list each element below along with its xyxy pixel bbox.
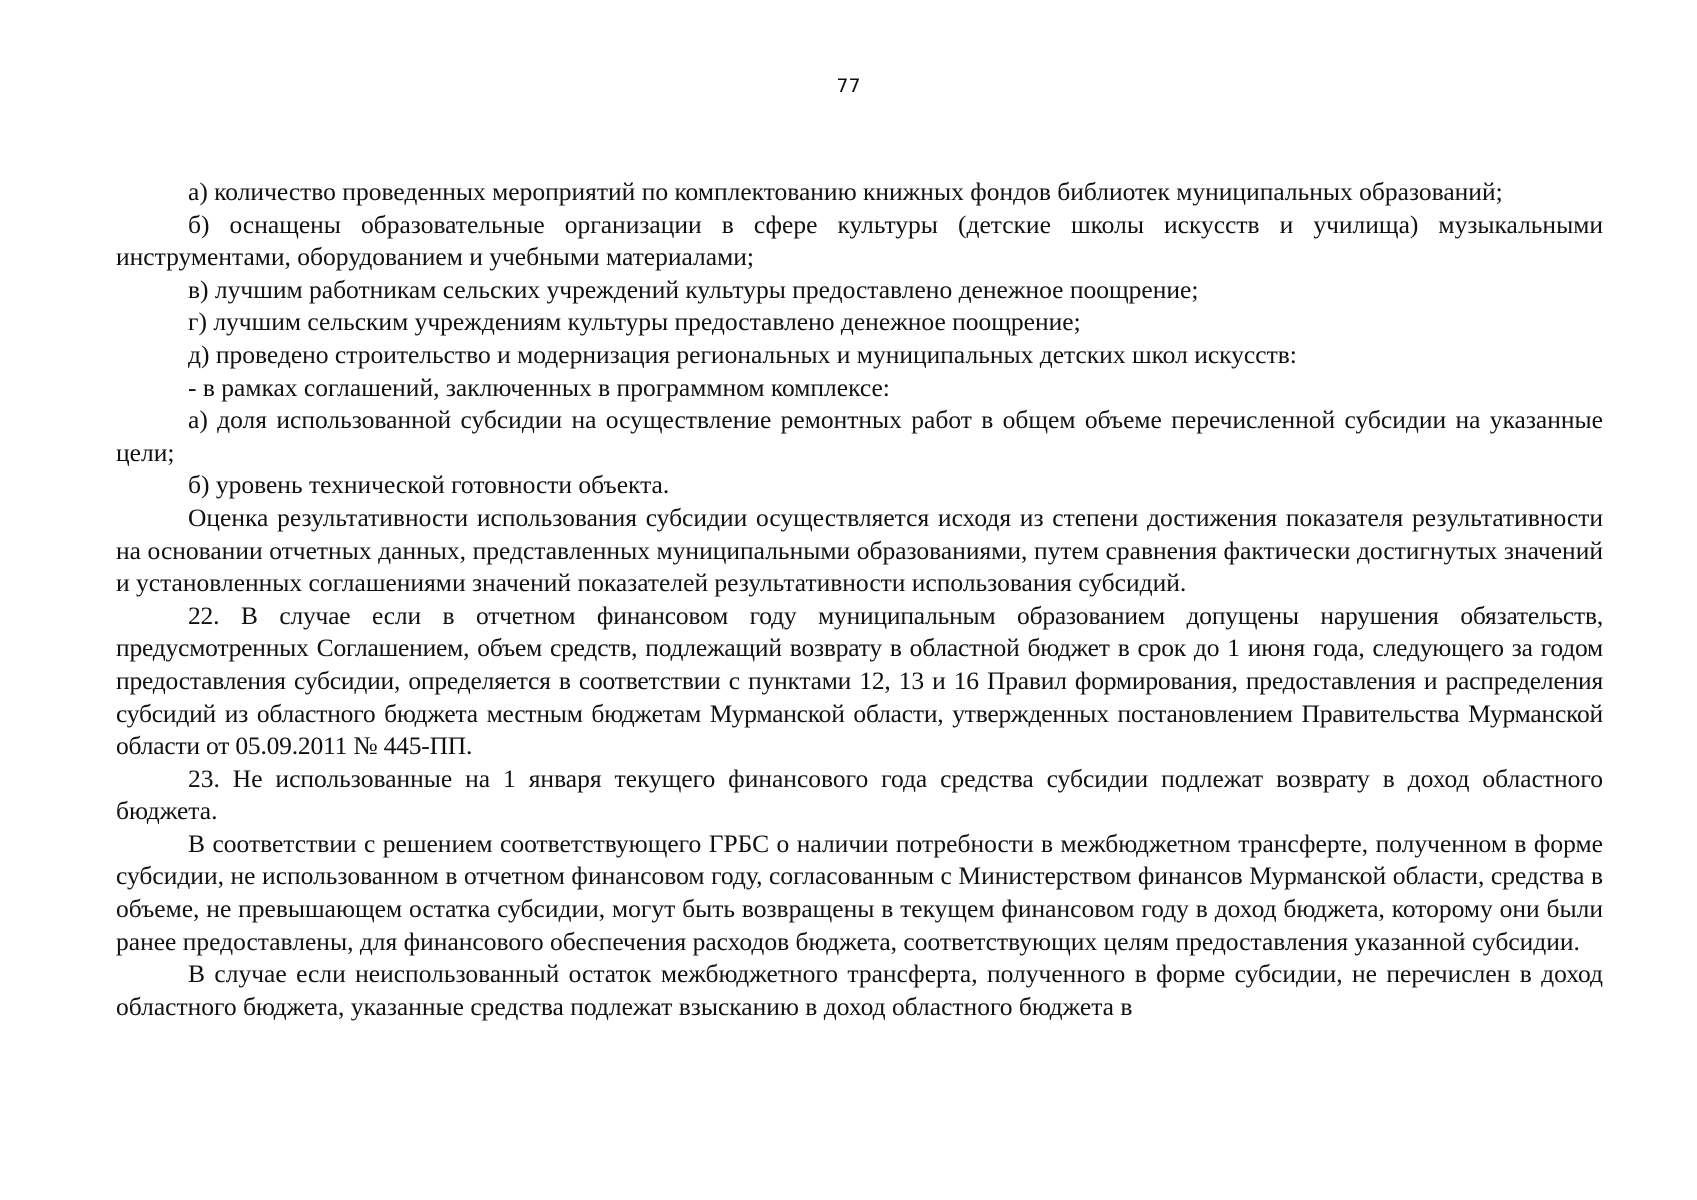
paragraph-clause-23: 23. Не использованные на 1 января текущего финансового года средства субсидии подлежат возврату в доход областного бюджета. <box>116 763 1603 826</box>
paragraph-list-item-a-book-funds: а) количество проведенных мероприятий по комплектованию книжных фондов библиотек муниципальных образований; <box>188 177 1503 206</box>
paragraph-list-item-d-construction: д) проведено строительство и модернизация региональных и муниципальных детских школ искусств: <box>188 339 1297 369</box>
paragraph-list-item-a-subsidy-share: а) доля использованной субсидии на осуществление ремонтных работ в общем объеме перечисленной субсидии на указанные цели; <box>116 405 1603 467</box>
paragraph-grbs-decision: В соответствии с решением соответствующего ГРБС о наличии потребности в межбюджетном трансферте, полученном в форме субсидии, не использованном в отчетном финансовом году, согласованным с Министерством финансов Мурманской области, средства в объеме, не превышающем остатка субсидии, могут быть возвращены в текущем финансовом году в доход бюджета, которому они были ранее предоставлены, для финансового обеспечения расходов бюджета, соответствующих целям предоставления указанной субсидии. <box>116 828 1603 956</box>
document-body <box>116 176 1603 1023</box>
paragraph-agreements-intro: - в рамках соглашений, заключенных в программном комплексе: <box>188 372 890 402</box>
paragraph-list-item-g-institutions-reward: г) лучшим сельским учреждениям культуры предоставлено денежное поощрение; <box>188 307 1081 337</box>
paragraph-list-item-v-workers-reward: в) лучшим работникам сельских учреждений культуры предоставлено денежное поощрение; <box>188 274 1199 304</box>
paragraph-list-item-b-equipment: б) оснащены образовательные организации в сфере культуры (детские школы искусств и училища) музыкальными инструментами, оборудованием и учебными материалами; <box>116 209 1603 272</box>
paragraph-clause-22: 22. В случае если в отчетном финансовом году муниципальным образованием допущены нарушения обязательств, предусмотренных Соглашением, объем средств, подлежащий возврату в областной бюджет в срок до 1 июня года, следующего за годом предоставления субсидии, определяется в соответствии с пунктами 12, 13 и 16 Правил формирования, предоставления и распределения субсидий из областного бюджета местным бюджетам Мурманской области, утвержденных постановлением Правительства Мурманской области от 05.09.2011 № 445-ПП. <box>116 600 1603 761</box>
page-number: 77 <box>836 75 861 97</box>
paragraph-effectiveness-assessment: Оценка результативности использования субсидии осуществляется исходя из степени достижения показателя результативности на основании отчетных данных, представленных муниципальными образованиями, путем сравнения фактически достигнутых значений и установленных соглашениями значений показателей результативности использования субсидий. <box>116 502 1603 598</box>
paragraph-list-item-b-readiness: б) уровень технической готовности объекта. <box>188 470 670 500</box>
paragraph-unused-balance: В случае если неиспользованный остаток межбюджетного трансферта, полученного в форме субсидии, не перечислен в доход областного бюджета, указанные средства подлежат взысканию в доход областного бюджета в <box>116 959 1603 1021</box>
